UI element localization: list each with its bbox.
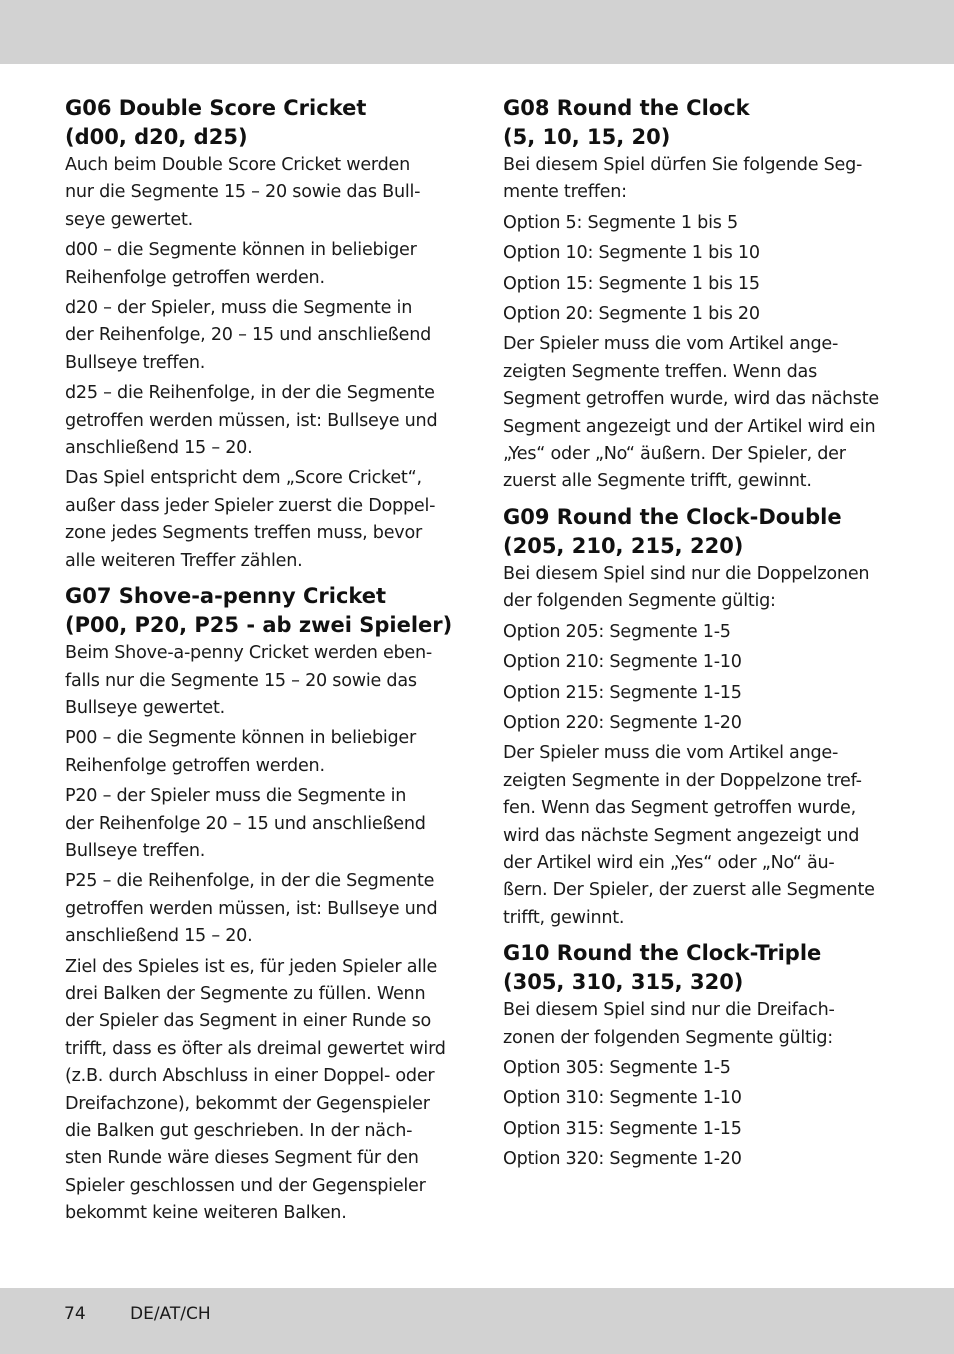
option-line: Option 20: Segmente 1 bis 20 [503, 304, 760, 325]
top-band [0, 0, 954, 64]
section-g09 [503, 503, 889, 932]
section-heading: G09 Round the Clock-Double (205, 210, 215, 220) [503, 504, 842, 558]
paragraph: P20 – der Spieler muss die Segmente in der Reihenfolge 20 – 15 und anschließend Bullseye treffen. [65, 786, 426, 861]
paragraph: P00 – die Segmente können in beliebiger Reihenfolge getroffen werden. [65, 728, 416, 776]
paragraph: Das Spiel entspricht dem „Score Cricket“, außer dass jeder Spieler zuerst die Doppel- zone jedes Segments treffen muss, bevor alle weiteren Treffer zählen. [65, 468, 436, 571]
section-g07 [65, 582, 457, 1228]
paragraph: Bei diesem Spiel dürfen Sie folgende Seg- mente treffen: [503, 155, 863, 203]
option-line: Option 10: Segmente 1 bis 10 [503, 243, 760, 264]
section-g06 [65, 94, 457, 575]
option-line: Option 305: Segmente 1-5 [503, 1057, 731, 1078]
right-column [503, 94, 889, 1174]
section-heading: G08 Round the Clock (5, 10, 15, 20) [503, 96, 750, 149]
paragraph: Auch beim Double Score Cricket werden nur die Segmente 15 – 20 sowie das Bull- seye gewertet. [65, 155, 421, 230]
section-g08 [503, 94, 889, 496]
paragraph: Bei diesem Spiel sind nur die Doppelzonen der folgenden Segmente gültig: [503, 563, 870, 612]
option-line: Option 320: Segmente 1-20 [503, 1149, 742, 1170]
paragraph: Der Spieler muss die vom Artikel ange- zeigten Segmente in der Doppelzone tref- fen. Wenn das Segment getroffen wurde, wird das nächste Segment angezeigt und der Artikel wird ein „Yes“ oder „No“ äu- ßern. Der Spieler, der zuerst alle Segmente trifft, gewinnt. [503, 743, 875, 928]
paragraph: d20 – der Spieler, muss die Segmente in der Reihenfolge, 20 – 15 und anschließend Bullseye treffen. [65, 298, 432, 373]
paragraph: Der Spieler muss die vom Artikel ange- zeigten Segmente treffen. Wenn das Segment getroffen wurde, wird das nächste Segment angezeigt und der Artikel wird ein „Yes“ oder „No“ äußern. Der Spieler, der zuerst alle Segmente trifft, gewinnt. [503, 334, 879, 492]
option-line: Option 205: Segmente 1-5 [503, 621, 731, 642]
page-footer [64, 1303, 211, 1325]
section-heading: G06 Double Score Cricket (d00, d20, d25) [65, 96, 367, 149]
left-column [65, 94, 457, 1228]
option-line: Option 310: Segmente 1-10 [503, 1088, 742, 1109]
section-g10 [503, 939, 889, 1173]
option-line: Option 215: Segmente 1-15 [503, 682, 742, 703]
page-number: 74 [64, 1304, 86, 1324]
option-line: Option 15: Segmente 1 bis 15 [503, 273, 760, 294]
paragraph: Beim Shove-a-penny Cricket werden eben- falls nur die Segmente 15 – 20 sowie das Bullseye gewertet. [65, 643, 433, 718]
paragraph: d25 – die Reihenfolge, in der die Segmente getroffen werden müssen, ist: Bullseye und anschließend 15 – 20. [65, 383, 438, 459]
paragraph: Ziel des Spieles ist es, für jeden Spieler alle drei Balken der Segmente zu füllen. Wenn der Spieler das Segment in einer Runde so trifft, dass es öfter als dreimal gewertet wird (z.B. durch Abschluss in einer Doppel- oder Dreifachzone), bekommt der Gegenspieler die Balken gut geschrieben. In der näch- sten Runde wäre dieses Segment für den Spieler geschlossen und der Gegenspieler bekommt keine weiteren Balken. [65, 956, 446, 1224]
option-line: Option 220: Segmente 1-20 [503, 712, 742, 733]
paragraph: P25 – die Reihenfolge, in der die Segmente getroffen werden müssen, ist: Bullseye und anschließend 15 – 20. [65, 871, 438, 947]
region-label: DE/AT/CH [130, 1304, 211, 1324]
option-line: Option 210: Segmente 1-10 [503, 652, 742, 673]
section-heading: G10 Round the Clock-Triple (305, 310, 315, 320) [503, 941, 822, 995]
section-heading: G07 Shove-a-penny Cricket (P00, P20, P25 - ab zwei Spieler) [65, 584, 453, 638]
paragraph: d00 – die Segmente können in beliebiger Reihenfolge getroffen werden. [65, 240, 417, 288]
option-line: Option 315: Segmente 1-15 [503, 1118, 742, 1139]
paragraph: Bei diesem Spiel sind nur die Dreifach- zonen der folgenden Segmente gültig: [503, 1000, 835, 1048]
option-line: Option 5: Segmente 1 bis 5 [503, 212, 738, 233]
